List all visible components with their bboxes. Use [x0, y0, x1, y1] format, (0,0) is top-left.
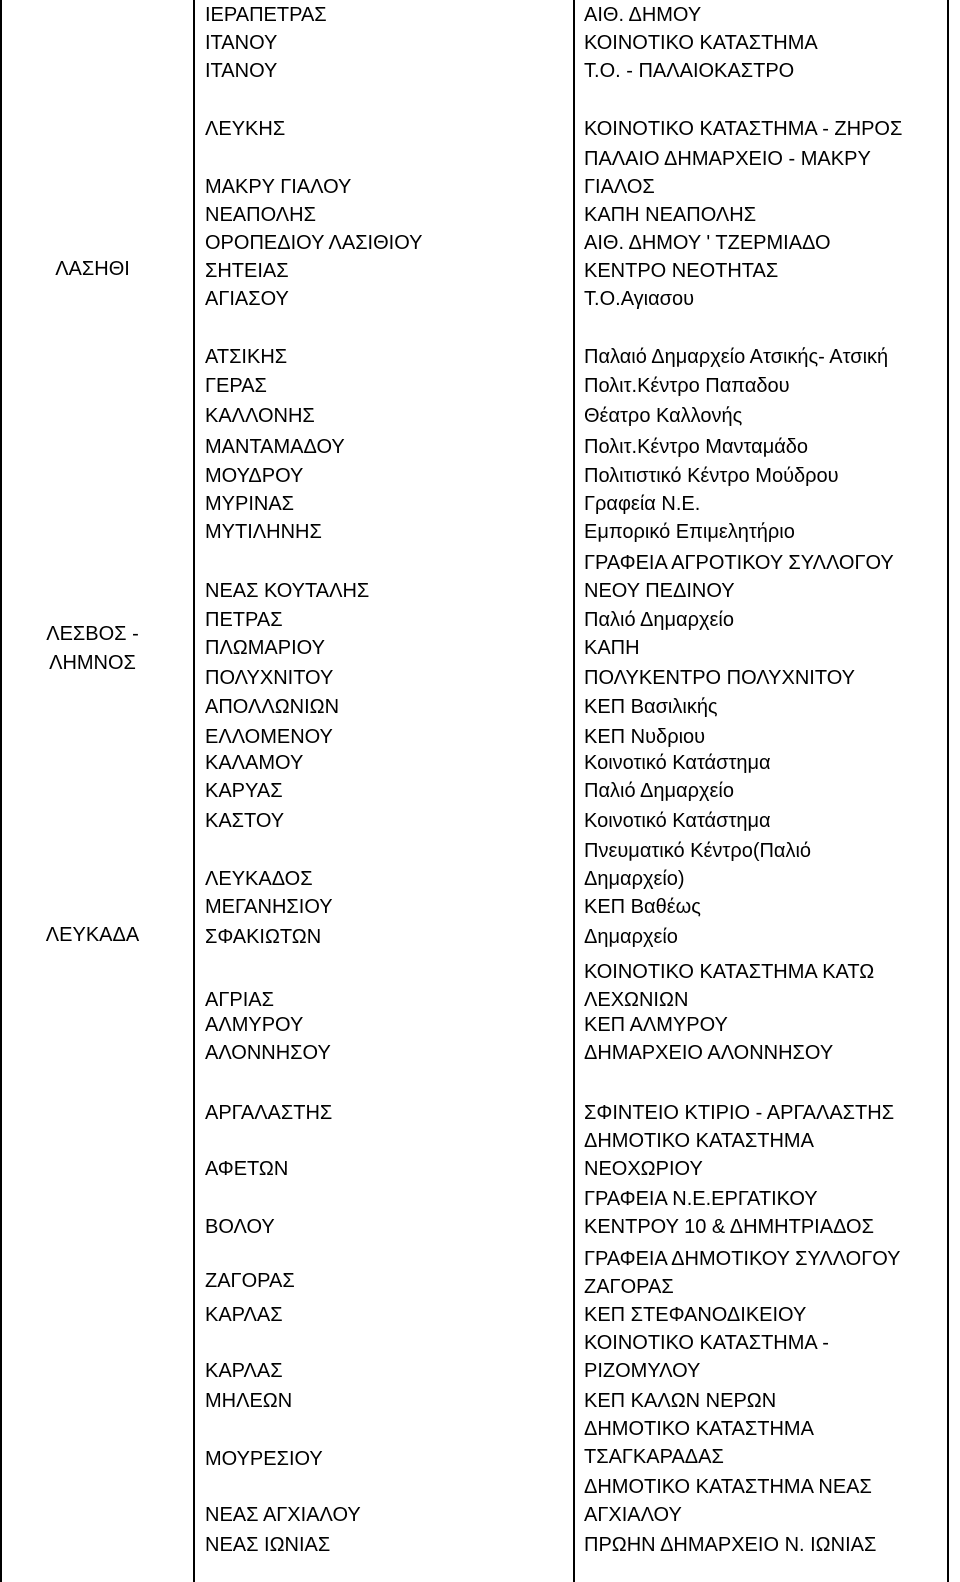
- venue-name: ΚΕΠ ΑΛΜΥΡΟΥ: [584, 1014, 728, 1036]
- venue-name: ΚΑΠΗ ΝΕΑΠΟΛΗΣ: [584, 204, 757, 226]
- municipality-name: ΑΡΓΑΛΑΣΤΗΣ: [205, 1102, 333, 1124]
- municipality-name: ΑΛΜΥΡΟΥ: [205, 1014, 304, 1036]
- venue-name: Πολιτ.Κέντρο Παπαδου: [584, 375, 790, 397]
- municipality-name: ΚΑΡΛΑΣ: [205, 1360, 283, 1382]
- venue-name: ΑΙΘ. ΔΗΜΟΥ ' ΤΖΕΡΜΙΑΔΟ: [584, 232, 831, 254]
- municipality-name: ΝΕΑΣ ΚΟΥΤΑΛΗΣ: [205, 580, 370, 602]
- prefecture-name: ΛΕΥΚΑΔΑ: [45, 924, 140, 946]
- municipality-name: ΜΟΥΔΡΟΥ: [205, 465, 304, 487]
- venue-name: Γραφεία Ν.Ε.: [584, 493, 701, 515]
- municipality-name: ΝΕΑΠΟΛΗΣ: [205, 204, 316, 226]
- venue-name: Κοινοτικό Κατάστημα: [584, 810, 771, 832]
- venue-name: ΑΙΘ. ΔΗΜΟΥ: [584, 4, 702, 26]
- municipality-name: ΠΟΛΥΧΝΙΤΟΥ: [205, 667, 334, 689]
- venue-name: ΠΑΛΑΙΟ ΔΗΜΑΡΧΕΙΟ - ΜΑΚΡΥ: [584, 148, 871, 170]
- municipality-name: ΕΛΛΟΜΕΝΟΥ: [205, 726, 333, 748]
- venue-name: ΚΟΙΝΟΤΙΚΟ ΚΑΤΑΣΤΗΜΑ ΚΑΤΩ: [584, 961, 875, 983]
- municipality-name: ΚΑΛΛΟΝΗΣ: [205, 405, 315, 427]
- municipality-name: ΠΛΩΜΑΡΙΟΥ: [205, 637, 325, 659]
- municipality-name: ΝΕΑΣ ΙΩΝΙΑΣ: [205, 1534, 331, 1556]
- municipality-name: ΑΤΣΙΚΗΣ: [205, 346, 288, 368]
- border-left: [0, 0, 2, 1582]
- venue-name: ΛΕΧΩΝΙΩΝ: [584, 989, 689, 1011]
- prefecture-name: ΛΗΜΝΟΣ: [49, 652, 136, 674]
- venue-name: Κοινοτικό Κατάστημα: [584, 752, 771, 774]
- venue-name: ΔΗΜΟΤΙΚΟ ΚΑΤΑΣΤΗΜΑ: [584, 1130, 814, 1152]
- venue-name: ΑΓΧΙΑΛΟΥ: [584, 1504, 682, 1526]
- venue-name: Εμπορικό Επιμελητήριο: [584, 521, 795, 543]
- municipality-name: ΚΑΣΤΟΥ: [205, 810, 285, 832]
- municipality-name: ΟΡΟΠΕΔΙΟΥ ΛΑΣΙΘΙΟΥ: [205, 232, 423, 254]
- municipality-name: ΜΑΝΤΑΜΑΔΟΥ: [205, 436, 345, 458]
- municipality-name: ΚΑΡΥΑΣ: [205, 780, 283, 802]
- venue-name: ΖΑΓΟΡΑΣ: [584, 1276, 674, 1298]
- venue-name: ΔΗΜΑΡΧΕΙΟ ΑΛΟΝΝΗΣΟΥ: [584, 1042, 834, 1064]
- venue-name: ΚΟΙΝΟΤΙΚΟ ΚΑΤΑΣΤΗΜΑ - ΖΗΡΟΣ: [584, 118, 903, 140]
- venue-name: ΤΣΑΓΚΑΡΑΔΑΣ: [584, 1446, 724, 1468]
- venue-name: Δημαρχείο): [584, 868, 685, 890]
- municipality-name: ΒΟΛΟΥ: [205, 1216, 275, 1238]
- municipality-name: ΜΕΓΑΝΗΣΙΟΥ: [205, 896, 333, 918]
- venue-name: ΝΕΟΧΩΡΙΟΥ: [584, 1158, 703, 1180]
- municipality-name: ΜΑΚΡΥ ΓΙΑΛΟΥ: [205, 176, 352, 198]
- venue-name: ΠΡΩΗΝ ΔΗΜΑΡΧΕΙΟ Ν. ΙΩΝΙΑΣ: [584, 1534, 877, 1556]
- venue-name: ΚΑΠΗ: [584, 637, 640, 659]
- venue-name: ΡΙΖΟΜΥΛΟΥ: [584, 1360, 701, 1382]
- municipality-name: ΑΓΙΑΣΟΥ: [205, 288, 289, 310]
- venue-name: Πνευματικό Κέντρο(Παλιό: [584, 840, 812, 862]
- venue-name: ΓΙΑΛΟΣ: [584, 176, 655, 198]
- municipality-name: ΚΑΡΛΑΣ: [205, 1304, 283, 1326]
- municipality-name: ΣΗΤΕΙΑΣ: [205, 260, 289, 282]
- municipality-name: ΛΕΥΚΗΣ: [205, 118, 286, 140]
- border-right: [947, 0, 949, 1582]
- municipality-name: ΑΦΕΤΩΝ: [205, 1158, 289, 1180]
- venue-name: ΚΟΙΝΟΤΙΚΟ ΚΑΤΑΣΤΗΜΑ -: [584, 1332, 829, 1354]
- municipality-name: ΑΓΡΙΑΣ: [205, 989, 274, 1011]
- municipality-name: ΜΟΥΡΕΣΙΟΥ: [205, 1448, 323, 1470]
- venue-name: Τ.Ο. - ΠΑΛΑΙΟΚΑΣΤΡΟ: [584, 60, 795, 82]
- municipality-name: ΑΠΟΛΛΩΝΙΩΝ: [205, 696, 340, 718]
- venue-name: ΔΗΜΟΤΙΚΟ ΚΑΤΑΣΤΗΜΑ: [584, 1418, 814, 1440]
- municipality-name: ΜΗΛΕΩΝ: [205, 1390, 293, 1412]
- municipality-name: ΝΕΑΣ ΑΓΧΙΑΛΟΥ: [205, 1504, 361, 1526]
- venue-name: Παλιό Δημαρχείο: [584, 609, 734, 631]
- venue-name: ΓΡΑΦΕΙΑ ΔΗΜΟΤΙΚΟΥ ΣΥΛΛΟΓΟΥ: [584, 1248, 901, 1270]
- venue-name: Πολιτ.Κέντρο Μανταμάδο: [584, 436, 809, 458]
- venue-name: ΓΡΑΦΕΙΑ Ν.Ε.ΕΡΓΑΤΙΚΟΥ: [584, 1188, 818, 1210]
- venue-name: ΚΕΝΤΡΟΥ 10 & ΔΗΜΗΤΡΙΑΔΟΣ: [584, 1216, 874, 1238]
- municipality-name: ΛΕΥΚΑΔΟΣ: [205, 868, 313, 890]
- municipality-name: ΙΤΑΝΟΥ: [205, 32, 278, 54]
- municipality-name: ΓΕΡΑΣ: [205, 375, 267, 397]
- venue-name: Δημαρχείο: [584, 926, 678, 948]
- venue-name: ΚΕΠ ΚΑΛΩΝ ΝΕΡΩΝ: [584, 1390, 777, 1412]
- municipality-name: ΑΛΟΝΝΗΣΟΥ: [205, 1042, 331, 1064]
- venue-name: Τ.Ο.Αγιασου: [584, 288, 695, 310]
- municipality-name: ΣΦΑΚΙΩΤΩΝ: [205, 926, 322, 948]
- municipality-name: ΙΤΑΝΟΥ: [205, 60, 278, 82]
- municipality-name: ΜΥΤΙΛΗΝΗΣ: [205, 521, 322, 543]
- municipality-name: ΚΑΛΑΜΟΥ: [205, 752, 304, 774]
- municipality-name: ΙΕΡΑΠΕΤΡΑΣ: [205, 4, 327, 26]
- venue-name: ΚΕΝΤΡΟ ΝΕΟΤΗΤΑΣ: [584, 260, 779, 282]
- divider-2: [573, 0, 575, 1582]
- venue-name: ΝΕΟΥ ΠΕΔΙΝΟΥ: [584, 580, 735, 602]
- venue-name: ΓΡΑΦΕΙΑ ΑΓΡΟΤΙΚΟΥ ΣΥΛΛΟΓΟΥ: [584, 552, 894, 574]
- municipality-name: ΠΕΤΡΑΣ: [205, 609, 283, 631]
- prefecture-name: ΛΑΣΗΘΙ: [55, 258, 130, 280]
- venue-name: Παλιό Δημαρχείο: [584, 780, 734, 802]
- municipality-name: ΖΑΓΟΡΑΣ: [205, 1270, 295, 1292]
- divider-1: [193, 0, 195, 1582]
- venue-name: ΚΕΠ Νυδριου: [584, 726, 706, 748]
- municipality-name: ΜΥΡΙΝΑΣ: [205, 493, 295, 515]
- venue-name: ΚΟΙΝΟΤΙΚΟ ΚΑΤΑΣΤΗΜΑ: [584, 32, 818, 54]
- venue-name: ΣΦΙΝΤΕΙΟ ΚΤΙΡΙΟ - ΑΡΓΑΛΑΣΤΗΣ: [584, 1102, 895, 1124]
- venue-name: Πολιτιστικό Κέντρο Μούδρου: [584, 465, 839, 487]
- venue-name: Θέατρο Καλλονής: [584, 405, 743, 427]
- venue-name: ΠΟΛΥΚΕΝΤΡΟ ΠΟΛΥΧΝΙΤΟΥ: [584, 667, 855, 689]
- venue-name: ΔΗΜΟΤΙΚΟ ΚΑΤΑΣΤΗΜΑ ΝΕΑΣ: [584, 1476, 872, 1498]
- venue-name: ΚΕΠ ΣΤΕΦΑΝΟΔΙΚΕΙΟΥ: [584, 1304, 807, 1326]
- prefecture-name: ΛΕΣΒΟΣ -: [46, 623, 139, 645]
- venue-name: ΚΕΠ Βαθέως: [584, 896, 701, 918]
- venue-name: Παλαιό Δημαρχείο Ατσικής- Ατσική: [584, 346, 889, 368]
- venue-name: ΚΕΠ Βασιλικής: [584, 696, 718, 718]
